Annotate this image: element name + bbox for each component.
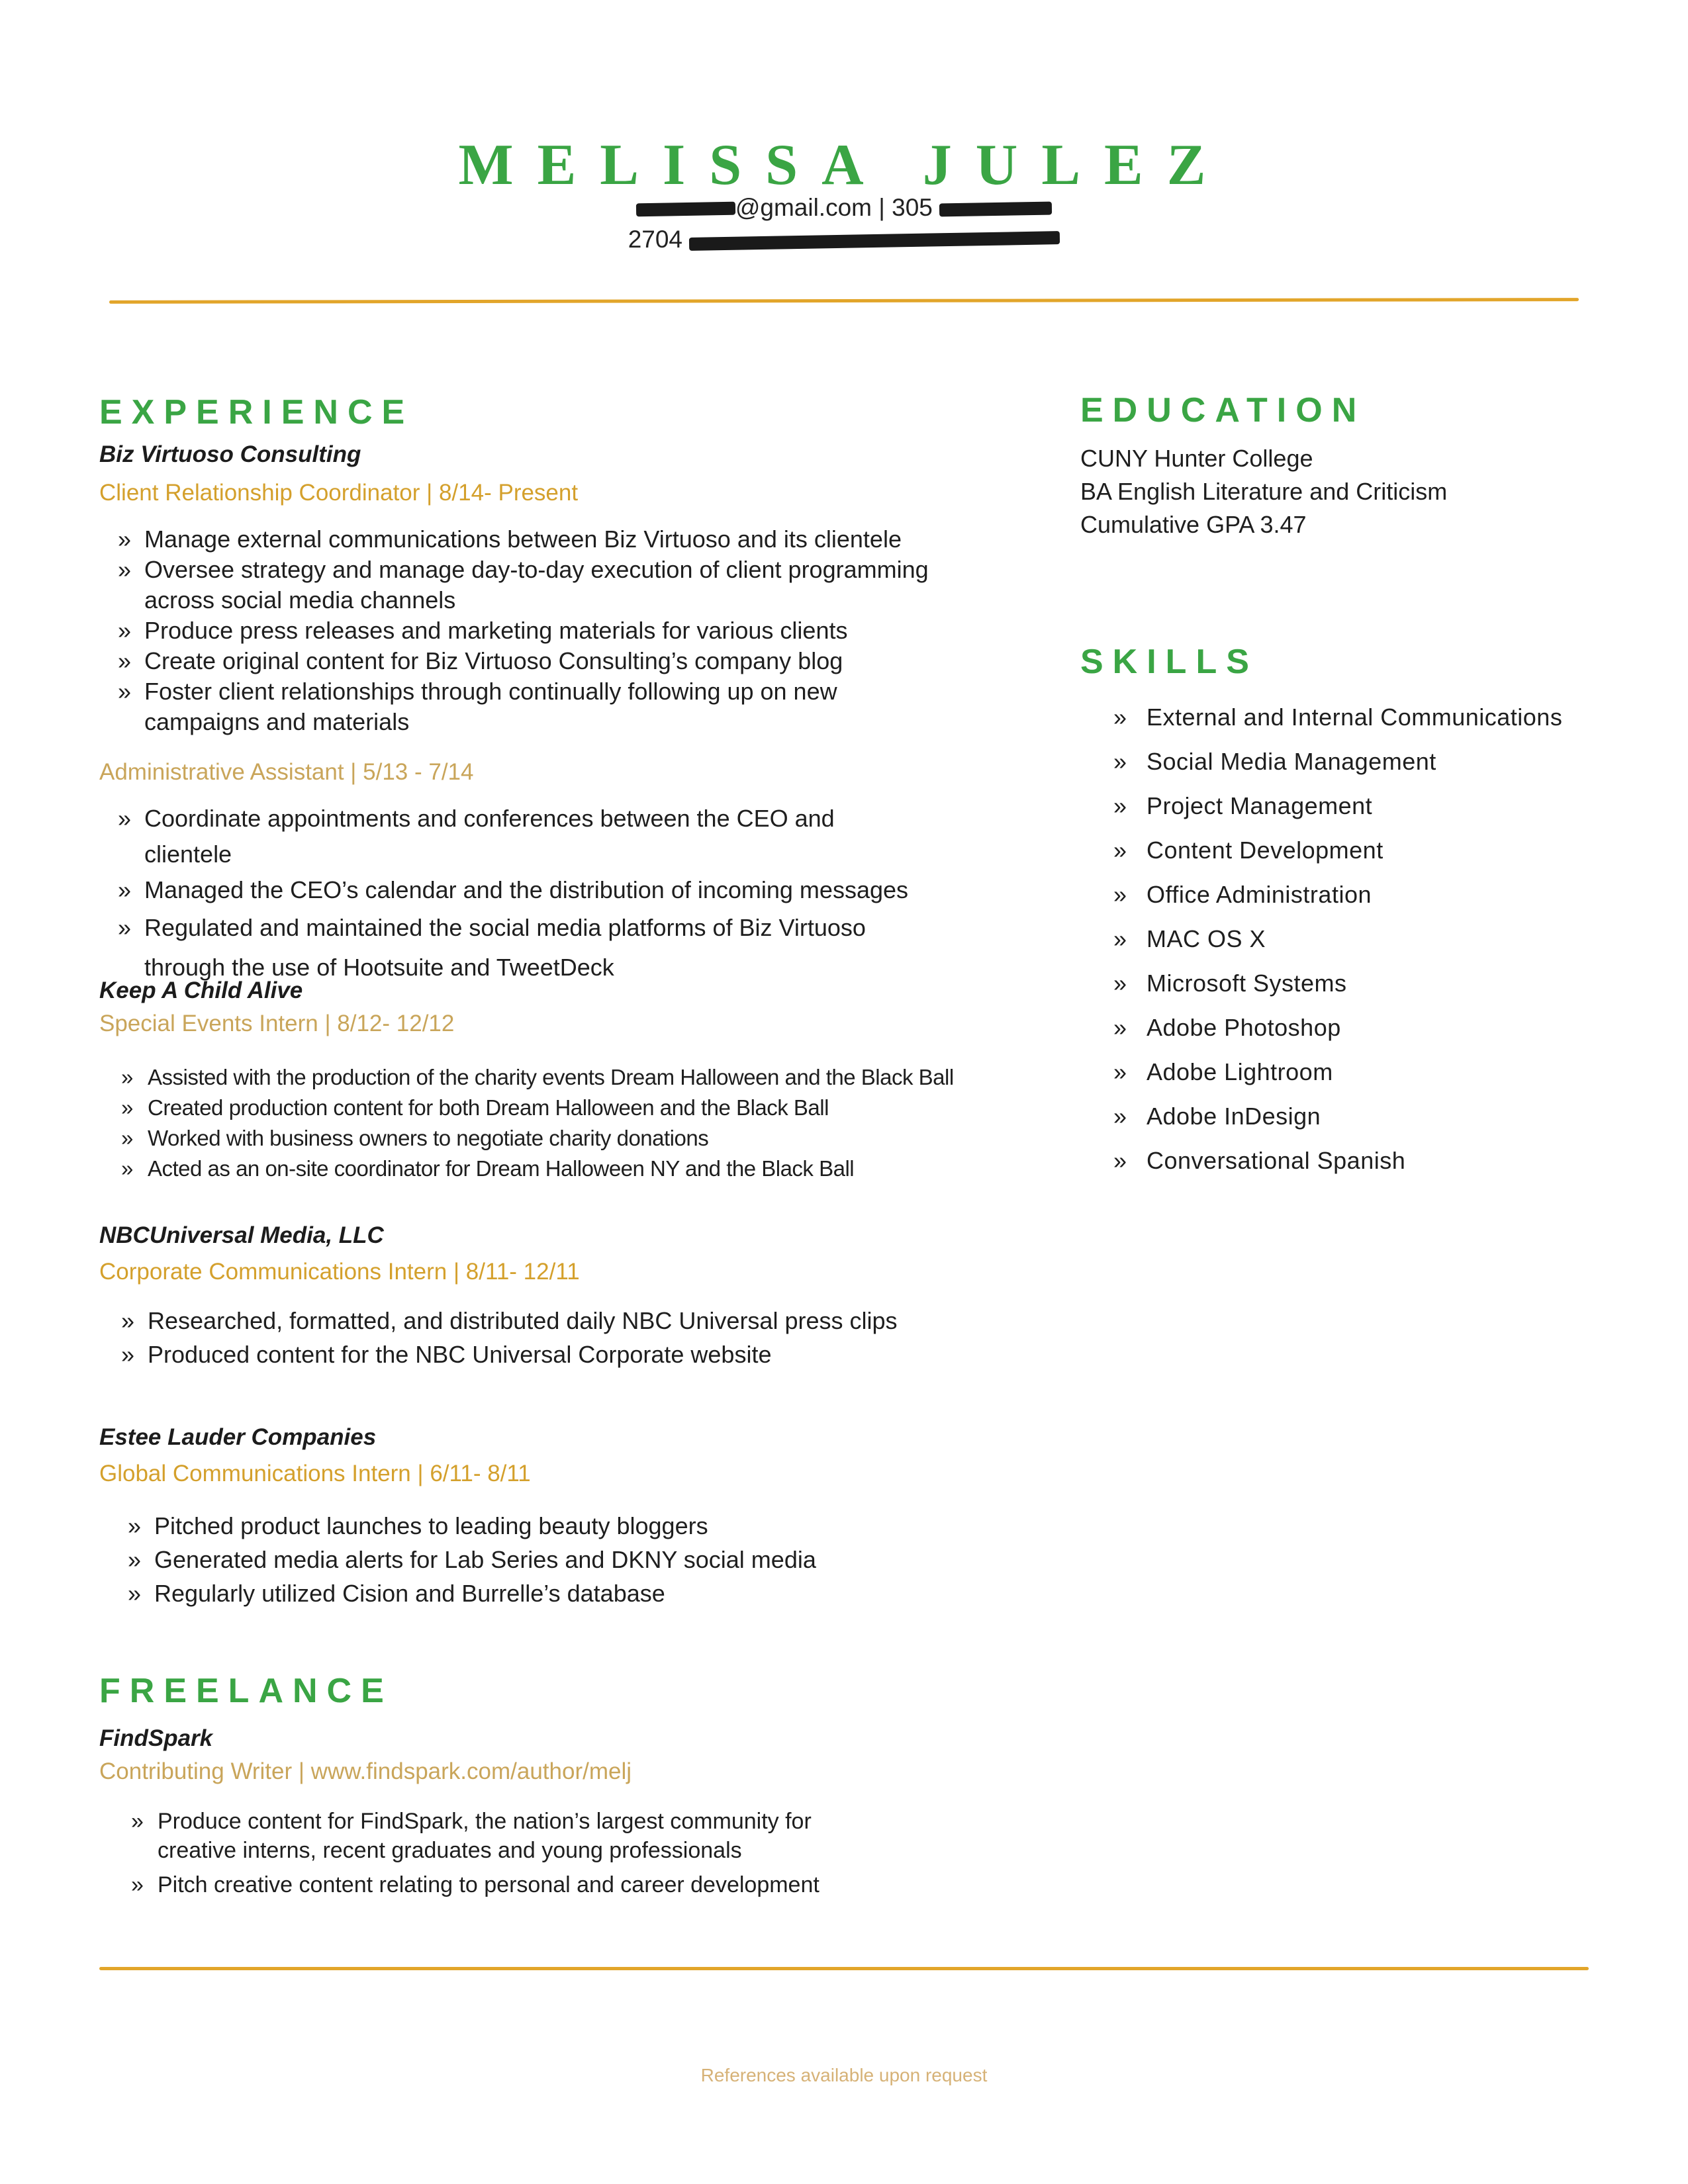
company-name: Keep A Child Alive (99, 978, 303, 1003)
address-number: 2704 (628, 226, 683, 253)
job-role: Global Communications Intern | 6/11- 8/11 (99, 1461, 531, 1486)
freelance-heading: FREELANCE (99, 1672, 393, 1710)
redaction-bar (939, 202, 1052, 217)
degree: BA English Literature and Criticism (1080, 478, 1448, 505)
skill-item: » Social Media Management (1113, 739, 1643, 784)
job-bullets (118, 801, 912, 987)
phone-area-code: 305 (892, 194, 933, 221)
company-name: Biz Virtuoso Consulting (99, 441, 361, 467)
company-name: NBCUniversal Media, LLC (99, 1222, 384, 1248)
list-item: » Regulated and maintained the social media platforms of Biz Virtuoso through the use of Hootsuite and TweetDeck (118, 908, 912, 987)
list-item: » Researched, formatted, and distributed daily NBC Universal press clips (121, 1304, 982, 1338)
list-item: » Create original content for Biz Virtuoso Consulting’s company blog (118, 646, 952, 676)
contact-line-email-phone (0, 192, 1688, 224)
list-item: » Created production content for both Dream Halloween and the Black Ball (121, 1093, 982, 1123)
job-bullets (118, 524, 952, 737)
footer-divider (99, 1967, 1589, 1970)
skill-item: » Adobe Lightroom (1113, 1050, 1643, 1094)
skill-item: » Conversational Spanish (1113, 1138, 1643, 1183)
contact-line-address (0, 224, 1688, 255)
list-item: » Managed the CEO’s calendar and the distribution of incoming messages (118, 872, 912, 908)
header-divider (109, 298, 1579, 304)
company-name: Estee Lauder Companies (99, 1424, 377, 1450)
gpa: Cumulative GPA 3.47 (1080, 511, 1307, 538)
redaction-bar (636, 202, 735, 217)
list-item: » Acted as an on-site coordinator for Dream Halloween NY and the Black Ball (121, 1154, 982, 1184)
list-item: » Generated media alerts for Lab Series and DKNY social media (128, 1543, 988, 1576)
skills-heading: SKILLS (1080, 643, 1258, 681)
company-name: FindSpark (99, 1725, 213, 1751)
skill-item: » Project Management (1113, 784, 1643, 828)
job-bullets (121, 1304, 982, 1371)
job-role: Contributing Writer | www.findspark.com/author/melj (99, 1758, 632, 1784)
list-item: » Foster client relationships through continually following up on new campaigns and materials (118, 676, 952, 737)
education-details (1080, 442, 1447, 541)
list-item: » Coordinate appointments and conferences between the CEO and clientele (118, 801, 912, 872)
education-heading: EDUCATION (1080, 391, 1366, 430)
job-bullets (121, 1062, 982, 1184)
skill-item: » External and Internal Communications (1113, 695, 1643, 739)
list-item: » Regularly utilized Cision and Burrelle’s database (128, 1576, 988, 1610)
job-role: Special Events Intern | 8/12- 12/12 (99, 1011, 455, 1036)
job-role: Administrative Assistant | 5/13 - 7/14 (99, 759, 474, 785)
school-name: CUNY Hunter College (1080, 445, 1313, 472)
email-domain: @gmail.com (735, 194, 872, 221)
skill-item: » Adobe InDesign (1113, 1094, 1643, 1138)
list-item: » Produce press releases and marketing materials for various clients (118, 615, 952, 646)
references-note: References available upon request (700, 2065, 988, 2085)
list-item: » Pitched product launches to leading beauty bloggers (128, 1509, 988, 1543)
job-role: Client Relationship Coordinator | 8/14- Present (99, 480, 579, 506)
skill-item: » Content Development (1113, 828, 1643, 872)
resume-name: MELISSA JULEZ (458, 133, 1230, 197)
skill-item: » MAC OS X (1113, 917, 1643, 961)
job-role: Corporate Communications Intern | 8/11- 12/11 (99, 1259, 580, 1285)
experience-heading: EXPERIENCE (99, 393, 414, 432)
contact-separator: | (878, 194, 885, 221)
redaction-bar (689, 231, 1060, 251)
skills-list (1113, 695, 1643, 1183)
skill-item: » Adobe Photoshop (1113, 1005, 1643, 1050)
list-item: » Produced content for the NBC Universal Corporate website (121, 1338, 982, 1371)
list-item: » Oversee strategy and manage day-to-day execution of client programming across social media channels (118, 555, 952, 615)
job-bullets (128, 1509, 988, 1610)
list-item: » Pitch creative content relating to personal and career development (131, 1865, 833, 1905)
list-item: » Manage external communications between Biz Virtuoso and its clientele (118, 524, 952, 555)
list-item: » Worked with business owners to negotiate charity donations (121, 1123, 982, 1154)
skill-item: » Microsoft Systems (1113, 961, 1643, 1005)
list-item: » Produce content for FindSpark, the nation’s largest community for creative interns, recent graduates and young professionals (131, 1807, 833, 1865)
skill-item: » Office Administration (1113, 872, 1643, 917)
list-item: » Assisted with the production of the charity events Dream Halloween and the Black Ball (121, 1062, 982, 1093)
job-bullets (131, 1807, 833, 1905)
